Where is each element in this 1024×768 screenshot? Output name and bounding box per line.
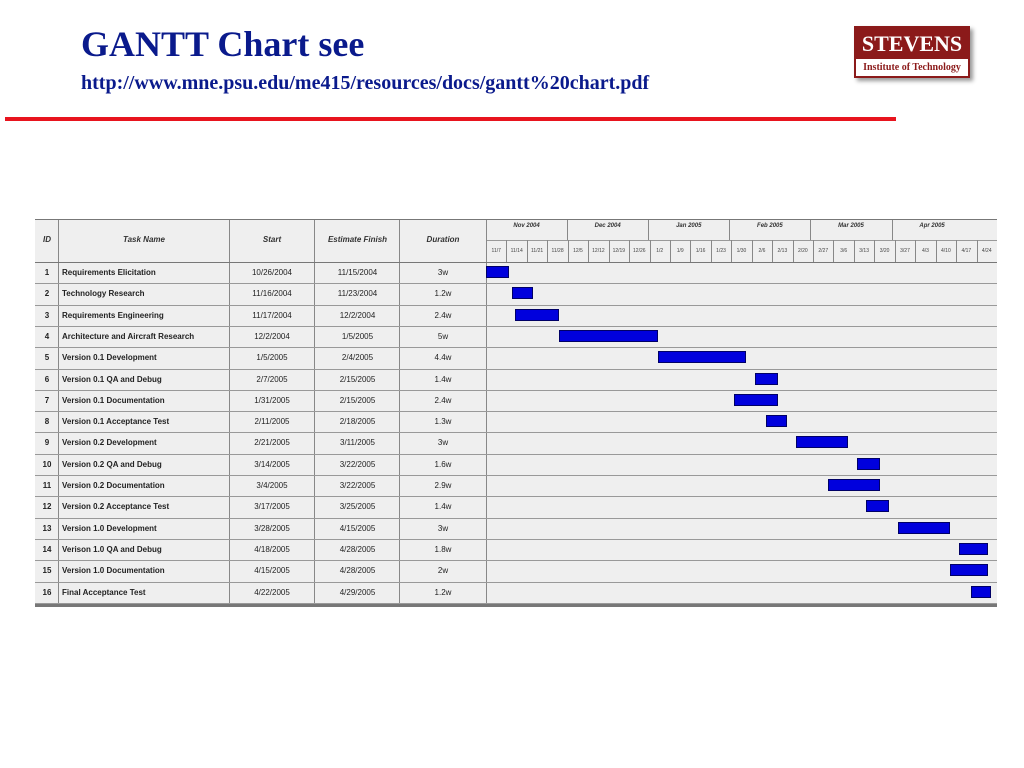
timeline-week-22: 4/10 [941, 248, 951, 254]
timeline-week-10: 1/16 [695, 248, 706, 254]
gantt-bar-task-15 [950, 564, 988, 576]
month-divider [486, 220, 487, 240]
timeline-month-4: Mar 2005 [838, 223, 864, 229]
week-divider [833, 240, 834, 262]
row-task-name: Version 0.2 Development [62, 438, 157, 448]
row-finish: 4/29/2005 [339, 587, 376, 597]
row-duration: 3w [437, 523, 449, 533]
row-start: 2/11/2005 [254, 417, 290, 427]
row-start: 3/28/2005 [254, 523, 290, 533]
week-divider [813, 240, 814, 262]
timeline-week-17: 3/6 [840, 248, 848, 254]
month-divider [567, 220, 568, 240]
row-divider [35, 347, 997, 348]
row-duration: 2.4w [434, 310, 452, 320]
row-duration: 2w [437, 566, 449, 576]
column-divider [58, 220, 59, 607]
row-finish: 4/28/2005 [339, 566, 376, 576]
row-divider [35, 283, 997, 284]
header-start: Start [262, 235, 282, 244]
row-task-name: Version 1.0 Documentation [62, 566, 165, 576]
row-task-name: Requirements Engineering [62, 310, 164, 320]
row-duration: 1.2w [434, 289, 452, 299]
row-finish: 3/22/2005 [339, 459, 376, 469]
row-start: 3/4/2005 [256, 481, 288, 490]
timeline-week-12: 1/30 [736, 248, 747, 254]
timeline-month-3: Feb 2005 [757, 223, 783, 229]
week-divider [690, 240, 691, 262]
timeline-week-4: 12/5 [573, 248, 583, 254]
row-id: 4 [44, 331, 50, 341]
timeline-month-5: Apr 2005 [919, 223, 945, 229]
row-divider [35, 390, 997, 391]
row-divider [35, 411, 997, 412]
header-task-name: Task Name [123, 235, 165, 244]
gantt-bar-task-10 [857, 458, 880, 470]
week-divider [772, 240, 773, 262]
row-task-name: Version 0.1 Development [62, 353, 157, 363]
timeline-week-2: 11/21 [531, 248, 544, 254]
row-task-name: Version 0.1 QA and Debug [62, 374, 162, 384]
timeline-month-0: Nov 2004 [513, 223, 540, 229]
row-id: 15 [42, 566, 52, 576]
week-divider [977, 240, 978, 262]
row-divider [35, 305, 997, 306]
row-divider [35, 518, 997, 519]
week-divider [670, 240, 671, 262]
row-duration: 3w [437, 268, 449, 277]
timeline-week-11: 1/23 [716, 248, 726, 254]
row-finish: 4/28/2005 [339, 544, 376, 554]
header-duration: Duration [426, 235, 460, 244]
week-divider [936, 240, 937, 262]
timeline-week-20: 3/27 [900, 248, 910, 254]
row-duration: 4.4w [434, 353, 452, 363]
week-divider [486, 240, 487, 262]
row-divider [35, 539, 997, 540]
row-divider [35, 603, 997, 604]
row-finish: 11/23/2004 [337, 289, 378, 299]
timeline-week-18: 3/13 [859, 248, 869, 254]
week-divider [895, 240, 896, 262]
row-start: 1/31/2005 [254, 395, 290, 405]
timeline-week-24: 4/24 [981, 248, 992, 254]
timeline-week-19: 3/20 [879, 248, 890, 254]
row-finish: 2/15/2005 [339, 395, 376, 405]
timeline-week-13: 2/6 [758, 248, 766, 254]
header-estimate-finish: Estimate Finish [327, 235, 388, 244]
title-divider [5, 117, 896, 121]
slide-title: GANTT Chart see [81, 24, 365, 64]
row-finish: 2/18/2005 [339, 417, 376, 427]
gantt-bar-task-7 [734, 394, 778, 406]
gantt-bar-task-2 [512, 287, 532, 299]
timeline-week-21: 4/3 [921, 248, 929, 254]
week-divider [731, 240, 732, 262]
timeline-month-2: Jan 2005 [676, 223, 702, 229]
row-start: 3/14/2005 [254, 459, 290, 469]
row-task-name: Version 0.2 Acceptance Test [62, 502, 170, 512]
row-task-name: Final Acceptance Test [62, 587, 146, 597]
header-divider [35, 262, 997, 263]
row-finish: 3/22/2005 [339, 481, 376, 490]
week-divider [609, 240, 610, 262]
logo-tagline: Institute of Technology [863, 62, 961, 73]
week-divider [650, 240, 651, 262]
row-divider [35, 432, 997, 433]
gantt-bar-task-16 [971, 586, 991, 598]
row-id: 14 [42, 544, 52, 554]
timeline-month-1: Dec 2004 [594, 223, 621, 229]
row-start: 12/2/2004 [254, 331, 290, 341]
row-task-name: Version 0.1 Documentation [62, 395, 165, 405]
row-divider [35, 496, 997, 497]
week-divider [915, 240, 916, 262]
row-task-name: Version 0.2 QA and Debug [62, 459, 162, 469]
row-duration: 2.9w [434, 481, 452, 490]
week-divider [874, 240, 875, 262]
row-id: 5 [44, 353, 50, 363]
timeline-week-16: 2/27 [818, 248, 829, 254]
gantt-bar-task-1 [486, 266, 509, 278]
row-id: 2 [44, 289, 50, 299]
timeline-week-7: 12/26 [633, 248, 646, 254]
row-start: 4/22/2005 [254, 587, 290, 597]
row-task-name: Requirements Elicitation [62, 268, 156, 277]
week-divider [506, 240, 507, 262]
header-id: ID [43, 235, 51, 244]
row-task-name: Version 1.0 Development [62, 523, 157, 533]
row-id: 16 [42, 587, 52, 597]
row-task-name: Verison 1.0 QA and Debug [62, 544, 162, 554]
timeline-week-1: 11/14 [510, 248, 523, 254]
month-divider [810, 220, 811, 240]
row-duration: 2.4w [434, 395, 452, 405]
row-duration: 1.3w [434, 417, 452, 427]
week-divider [527, 240, 528, 262]
stevens-logo [854, 26, 970, 78]
month-divider [648, 220, 649, 240]
row-id: 6 [44, 374, 50, 384]
row-divider [35, 560, 997, 561]
row-id: 3 [44, 310, 50, 320]
week-divider [956, 240, 957, 262]
row-finish: 12/2/2004 [339, 310, 376, 320]
row-duration: 1.8w [434, 544, 452, 554]
gantt-bar-task-13 [898, 522, 951, 534]
row-task-name: Technology Research [62, 289, 145, 299]
row-task-name: Version 0.1 Acceptance Test [62, 417, 170, 427]
row-finish: 1/5/2005 [341, 331, 374, 341]
timeline-week-15: 2/20 [797, 248, 808, 254]
row-finish: 3/25/2005 [339, 502, 376, 512]
row-duration: 1.6w [434, 459, 452, 469]
row-id: 7 [44, 395, 50, 405]
row-start: 3/17/2005 [254, 502, 290, 512]
gantt-bar-task-12 [866, 500, 889, 512]
timeline-week-5: 12/12 [592, 248, 605, 254]
row-finish: 4/15/2005 [339, 523, 376, 533]
row-finish: 11/15/2004 [337, 268, 378, 277]
week-divider [854, 240, 855, 262]
row-divider [35, 326, 997, 327]
week-divider [568, 240, 569, 262]
row-duration: 3w [437, 438, 449, 448]
row-finish: 2/4/2005 [341, 353, 374, 363]
row-divider [35, 369, 997, 370]
row-start: 1/5/2005 [256, 353, 288, 363]
row-finish: 2/15/2005 [339, 374, 376, 384]
row-start: 10/26/2004 [251, 268, 293, 277]
week-divider [711, 240, 712, 262]
row-duration: 5w [437, 331, 449, 341]
gantt-bar-task-5 [658, 351, 746, 363]
week-divider [547, 240, 548, 262]
week-divider [588, 240, 589, 262]
month-divider [892, 220, 893, 240]
week-divider [629, 240, 630, 262]
row-task-name: Architecture and Aircraft Research [62, 331, 195, 341]
row-divider [35, 582, 997, 583]
row-start: 2/21/2005 [254, 438, 290, 448]
row-id: 13 [42, 523, 52, 533]
gantt-bar-task-9 [796, 436, 849, 448]
row-duration: 1.4w [434, 374, 452, 384]
row-divider [35, 454, 997, 455]
timeline-week-0: 11/7 [491, 248, 501, 254]
row-id: 8 [44, 417, 50, 427]
row-duration: 1.2w [434, 587, 452, 597]
timeline-week-23: 4/17 [961, 248, 972, 254]
row-start: 11/16/2004 [252, 289, 292, 299]
row-id: 12 [42, 502, 52, 512]
row-finish: 3/11/2005 [340, 438, 375, 448]
slide-subtitle: http://www.mne.psu.edu/me415/resources/docs/gantt%20chart.pdf [81, 72, 650, 94]
gantt-bar-task-3 [515, 309, 559, 321]
timeline-week-6: 12/19 [612, 248, 626, 254]
gantt-chart [35, 219, 997, 607]
row-id: 11 [42, 481, 52, 490]
timeline-week-9: 1/9 [676, 248, 684, 254]
logo-name: STEVENS [856, 28, 968, 59]
timeline-divider [486, 240, 997, 241]
row-start: 11/17/2004 [252, 310, 292, 320]
row-start: 4/18/2005 [254, 544, 290, 554]
gantt-bar-task-8 [766, 415, 786, 427]
row-divider [35, 475, 997, 476]
month-divider [729, 220, 730, 240]
week-divider [793, 240, 794, 262]
gantt-bar-task-4 [559, 330, 658, 342]
row-start: 2/7/2005 [256, 374, 288, 384]
timeline-week-14: 2/13 [777, 248, 788, 254]
row-start: 4/15/2005 [254, 566, 290, 576]
gantt-bar-task-6 [755, 373, 778, 385]
gantt-bar-task-11 [828, 479, 881, 491]
week-divider [752, 240, 753, 262]
column-divider [486, 220, 487, 607]
gantt-bar-task-14 [959, 543, 988, 555]
row-duration: 1.4w [434, 502, 452, 512]
timeline-week-8: 1/2 [656, 248, 664, 254]
row-task-name: Version 0.2 Documentation [62, 481, 165, 490]
timeline-week-3: 11/28 [551, 248, 564, 254]
row-id: 10 [42, 459, 52, 469]
row-id: 1 [44, 268, 50, 277]
row-id: 9 [44, 438, 50, 448]
